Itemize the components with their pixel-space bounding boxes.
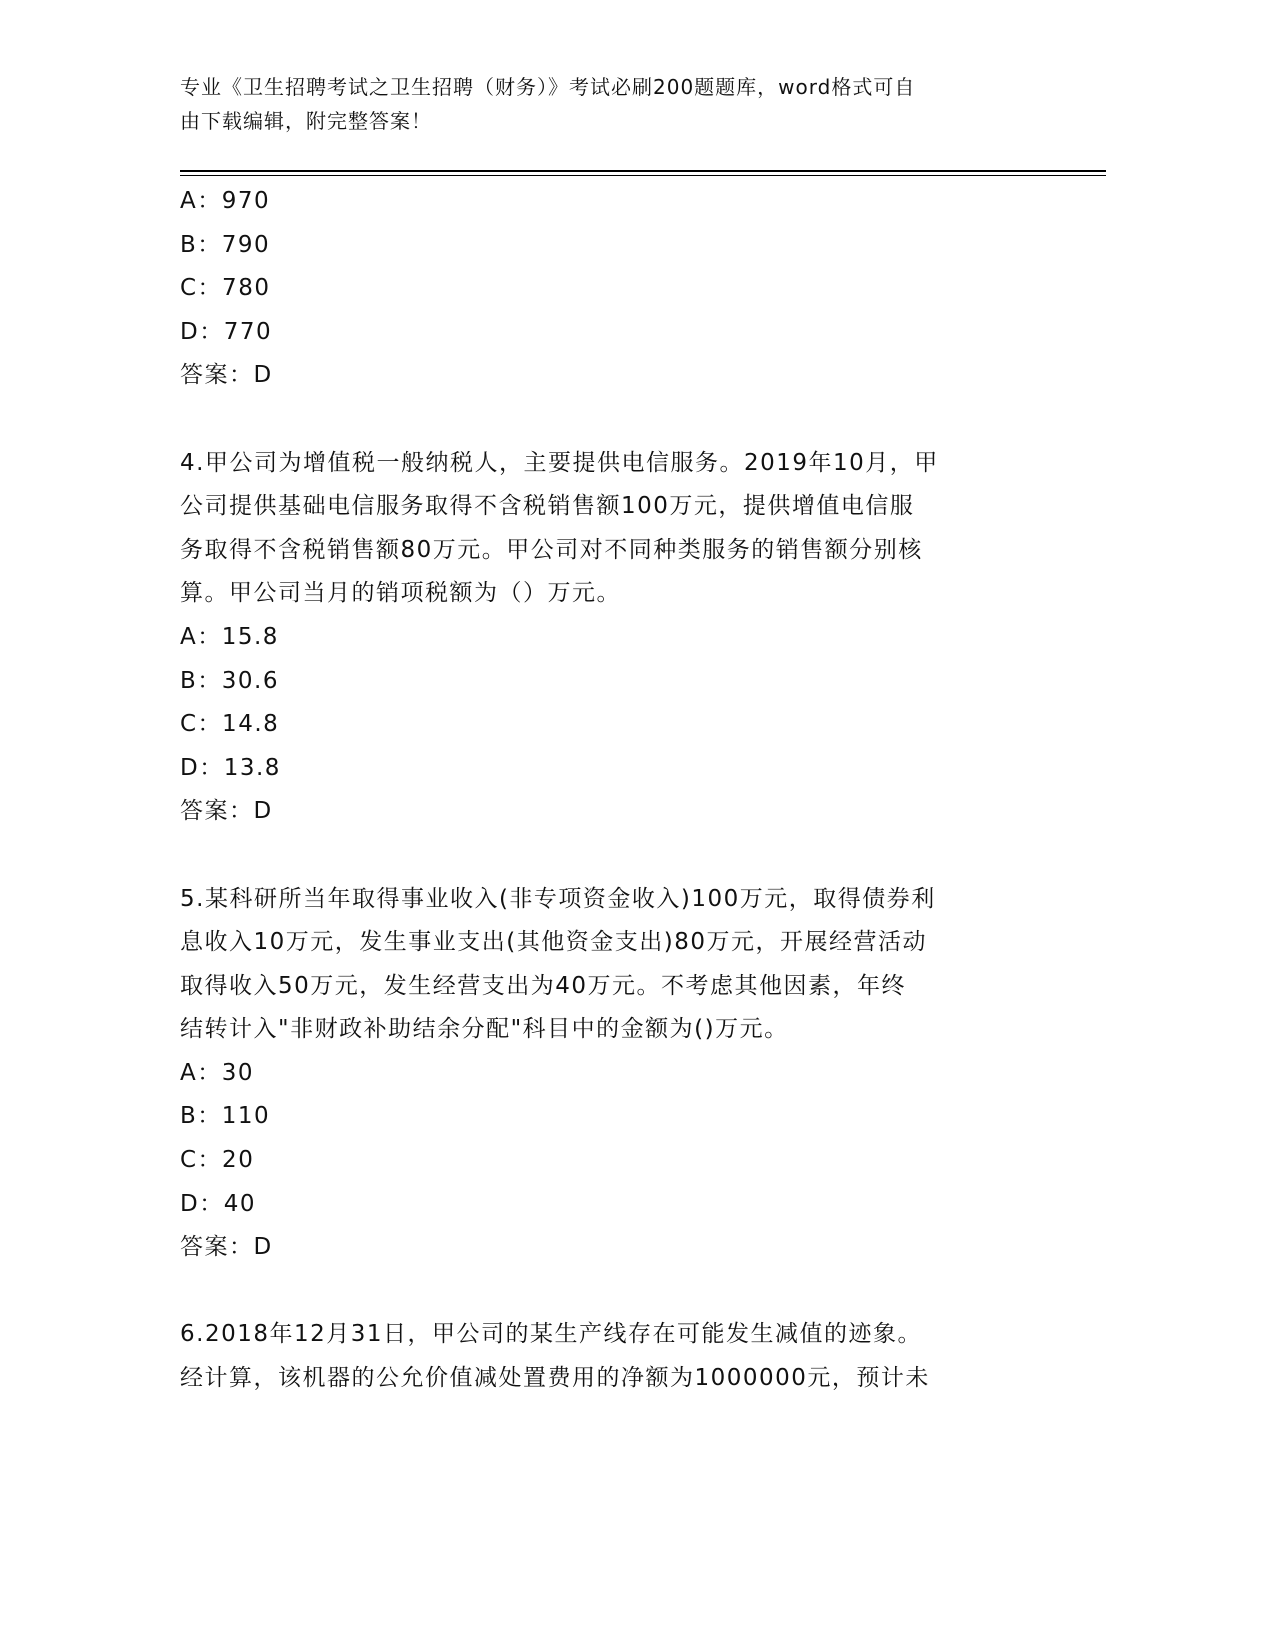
question-4 xyxy=(180,442,1080,834)
header-rule-thin xyxy=(180,175,1106,176)
question-text: 经计算，该机器的公允价值减处置费用的净额为1000000元，预计未 xyxy=(180,1365,930,1392)
option-a: A：30 xyxy=(180,1059,255,1086)
question-text: 结转计入"非财政补助结余分配"科目中的金额为()万元。 xyxy=(180,1016,789,1043)
document-body xyxy=(180,180,1080,1401)
header-line: 专业《卫生招聘考试之卫生招聘（财务）》考试必刷200题题库，word格式可自 xyxy=(180,75,916,99)
question-text: 务取得不含税销售额80万元。甲公司对不同种类服务的销售额分别核 xyxy=(180,536,923,563)
option-a: A：970 xyxy=(180,188,271,214)
option-a: A：15.8 xyxy=(180,623,279,650)
option-c: C：780 xyxy=(180,275,271,302)
answer: 答案：D xyxy=(180,362,273,389)
option-b: B：30.6 xyxy=(180,667,279,694)
question-text: 4.甲公司为增值税一般纳税人，主要提供电信服务。2019年10月，甲 xyxy=(180,449,939,476)
header-rule-thick xyxy=(180,170,1106,172)
question-6 xyxy=(180,1313,1080,1400)
question-text: 取得收入50万元，发生经营支出为40万元。不考虑其他因素，年终 xyxy=(180,972,907,999)
question-text: 算。甲公司当月的销项税额为（）万元。 xyxy=(180,580,621,607)
question-text: 息收入10万元，发生事业支出(其他资金支出)80万元，开展经营活动 xyxy=(180,929,927,956)
option-d: D：40 xyxy=(180,1190,256,1217)
option-b: B：790 xyxy=(180,231,271,258)
option-d: D：13.8 xyxy=(180,754,281,781)
option-d: D：770 xyxy=(180,318,273,345)
question-text: 6.2018年12月31日，甲公司的某生产线存在可能发生减值的迹象。 xyxy=(180,1321,923,1348)
option-b: B：110 xyxy=(180,1103,271,1130)
option-c: C：20 xyxy=(180,1147,255,1174)
question-text: 5.某科研所当年取得事业收入(非专项资金收入)100万元，取得债券利 xyxy=(180,885,936,912)
document-header xyxy=(180,70,1040,138)
answer: 答案：D xyxy=(180,1234,273,1261)
header-line: 由下载编辑，附完整答案！ xyxy=(180,109,432,133)
question-5 xyxy=(180,878,1080,1270)
option-c: C：14.8 xyxy=(180,711,280,738)
question-text: 公司提供基础电信服务取得不含税销售额100万元，提供增值电信服 xyxy=(180,493,915,520)
answer: 答案：D xyxy=(180,798,273,825)
question-3 xyxy=(180,180,1080,398)
